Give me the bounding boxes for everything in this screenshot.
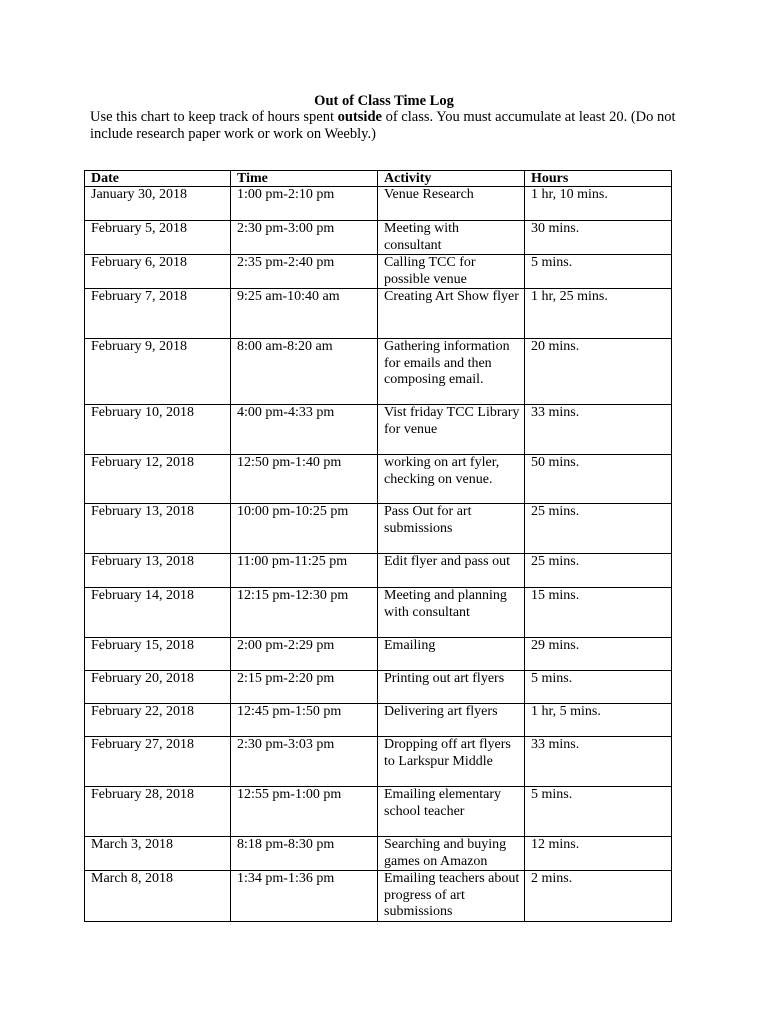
instructions-text-end: of class. You must accumulate at least 20. (Do not include research paper work or work on Weebly.): [90, 109, 676, 142]
time-cell: 2:30 pm-3:00 pm: [231, 221, 378, 255]
date-cell: February 28, 2018: [85, 787, 231, 837]
date-cell: February 20, 2018: [85, 671, 231, 704]
table-row: [85, 554, 672, 588]
table-header-row: [85, 171, 672, 187]
hours-cell: 2 mins.: [525, 871, 672, 922]
table-row: [85, 871, 672, 922]
date-cell: February 9, 2018: [85, 339, 231, 405]
hours-cell: 1 hr, 25 mins.: [525, 289, 672, 339]
table-row: [85, 187, 672, 221]
column-header-activity: Activity: [378, 171, 525, 187]
table-row: [85, 737, 672, 787]
hours-cell: 15 mins.: [525, 588, 672, 638]
table-row: [85, 455, 672, 504]
time-cell: 11:00 pm-11:25 pm: [231, 554, 378, 588]
activity-cell: Emailing: [378, 638, 525, 671]
instructions-emphasis: outside: [337, 109, 382, 125]
document-title: Out of Class Time Log: [314, 93, 454, 109]
column-header-time: Time: [231, 171, 378, 187]
table-row: [85, 787, 672, 837]
activity-cell: Meeting and planning with consultant: [378, 588, 525, 638]
date-cell: February 14, 2018: [85, 588, 231, 638]
hours-cell: 5 mins.: [525, 787, 672, 837]
activity-cell: Creating Art Show flyer: [378, 289, 525, 339]
activity-cell: Dropping off art flyers to Larkspur Middle: [378, 737, 525, 787]
time-cell: 8:00 am-8:20 am: [231, 339, 378, 405]
hours-cell: 29 mins.: [525, 638, 672, 671]
hours-cell: 5 mins.: [525, 671, 672, 704]
hours-cell: 1 hr, 10 mins.: [525, 187, 672, 221]
time-cell: 2:35 pm-2:40 pm: [231, 255, 378, 289]
table-row: [85, 255, 672, 289]
hours-cell: 5 mins.: [525, 255, 672, 289]
hours-cell: 30 mins.: [525, 221, 672, 255]
activity-cell: Delivering art flyers: [378, 704, 525, 737]
date-cell: February 7, 2018: [85, 289, 231, 339]
activity-cell: Emailing elementary school teacher: [378, 787, 525, 837]
column-header-date: Date: [85, 171, 231, 187]
table-row: [85, 837, 672, 871]
activity-cell: working on art fyler, checking on venue.: [378, 455, 525, 504]
date-cell: February 13, 2018: [85, 554, 231, 588]
time-cell: 12:15 pm-12:30 pm: [231, 588, 378, 638]
hours-cell: 1 hr, 5 mins.: [525, 704, 672, 737]
activity-cell: Edit flyer and pass out: [378, 554, 525, 588]
instructions-paragraph: [90, 109, 680, 142]
table-row: [85, 704, 672, 737]
table-row: [85, 504, 672, 554]
table-row: [85, 405, 672, 455]
time-cell: 12:50 pm-1:40 pm: [231, 455, 378, 504]
table-row: [85, 638, 672, 671]
column-header-hours: Hours: [525, 171, 672, 187]
hours-cell: 50 mins.: [525, 455, 672, 504]
date-cell: March 3, 2018: [85, 837, 231, 871]
date-cell: February 5, 2018: [85, 221, 231, 255]
date-cell: January 30, 2018: [85, 187, 231, 221]
activity-cell: Venue Research: [378, 187, 525, 221]
table-row: [85, 588, 672, 638]
hours-cell: 33 mins.: [525, 405, 672, 455]
activity-cell: Pass Out for art submissions: [378, 504, 525, 554]
activity-cell: Meeting with consultant: [378, 221, 525, 255]
table-row: [85, 671, 672, 704]
date-cell: March 8, 2018: [85, 871, 231, 922]
time-cell: 12:55 pm-1:00 pm: [231, 787, 378, 837]
activity-cell: Emailing teachers about progress of art submissions: [378, 871, 525, 922]
time-cell: 1:00 pm-2:10 pm: [231, 187, 378, 221]
instructions-text-start: Use this chart to keep track of hours spent: [90, 109, 338, 125]
activity-cell: Printing out art flyers: [378, 671, 525, 704]
table-row: [85, 289, 672, 339]
time-log-table: [84, 170, 672, 922]
table-row: [85, 221, 672, 255]
date-cell: February 6, 2018: [85, 255, 231, 289]
time-cell: 2:15 pm-2:20 pm: [231, 671, 378, 704]
time-cell: 8:18 pm-8:30 pm: [231, 837, 378, 871]
date-cell: February 15, 2018: [85, 638, 231, 671]
time-cell: 9:25 am-10:40 am: [231, 289, 378, 339]
table-body: [85, 187, 672, 922]
time-cell: 1:34 pm-1:36 pm: [231, 871, 378, 922]
time-cell: 4:00 pm-4:33 pm: [231, 405, 378, 455]
activity-cell: Gathering information for emails and then composing email.: [378, 339, 525, 405]
table-row: [85, 339, 672, 405]
time-cell: 12:45 pm-1:50 pm: [231, 704, 378, 737]
hours-cell: 25 mins.: [525, 504, 672, 554]
hours-cell: 25 mins.: [525, 554, 672, 588]
hours-cell: 12 mins.: [525, 837, 672, 871]
date-cell: February 12, 2018: [85, 455, 231, 504]
time-cell: 2:00 pm-2:29 pm: [231, 638, 378, 671]
time-cell: 2:30 pm-3:03 pm: [231, 737, 378, 787]
time-cell: 10:00 pm-10:25 pm: [231, 504, 378, 554]
date-cell: February 22, 2018: [85, 704, 231, 737]
activity-cell: Calling TCC for possible venue: [378, 255, 525, 289]
hours-cell: 33 mins.: [525, 737, 672, 787]
activity-cell: Vist friday TCC Library for venue: [378, 405, 525, 455]
activity-cell: Searching and buying games on Amazon: [378, 837, 525, 871]
hours-cell: 20 mins.: [525, 339, 672, 405]
date-cell: February 10, 2018: [85, 405, 231, 455]
date-cell: February 13, 2018: [85, 504, 231, 554]
date-cell: February 27, 2018: [85, 737, 231, 787]
